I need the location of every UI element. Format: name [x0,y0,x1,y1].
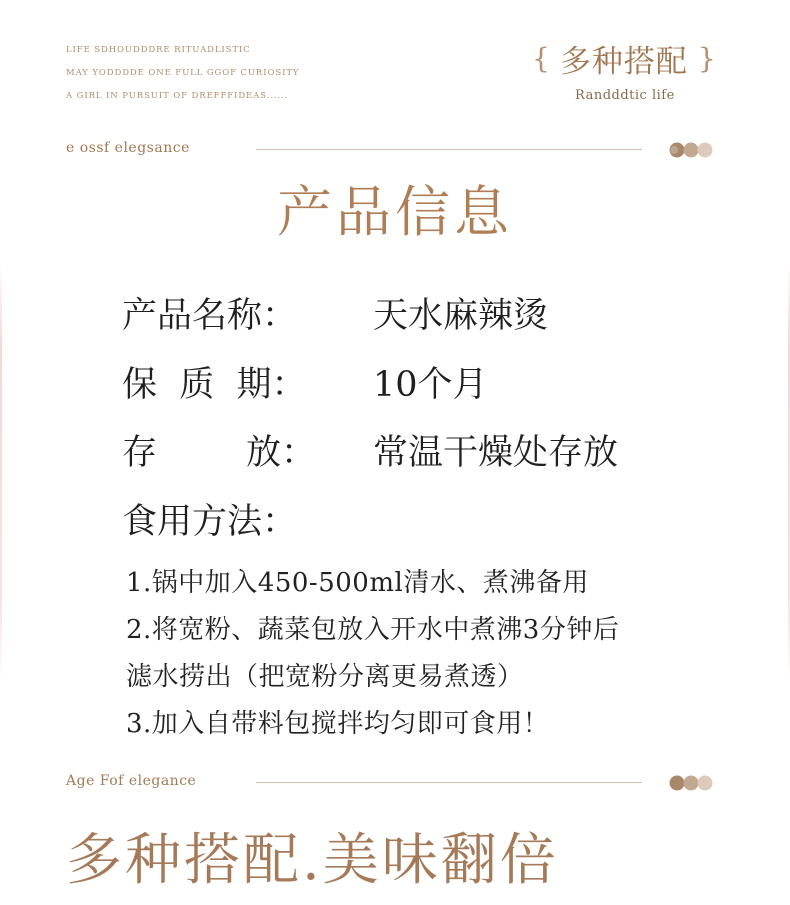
tagline-2: MAY YODDDDE ONE FULL GGOF CURIOSITY [66,68,300,78]
divider-bottom-line [256,782,642,783]
right-brace: } [697,42,716,75]
brace-subtitle: Randddtic life [575,88,675,103]
info-storage-value: 常温干燥处存放 [373,433,619,473]
info-name-value: 天水麻辣烫 [373,296,549,336]
step-1: 1.锅中加入450-500ml清水、煮沸备用 [126,568,589,598]
divider-bottom-label: Age Fof elegance [66,773,197,789]
method-heading: 食用方法： [122,502,298,542]
brace-heading-text: 多种搭配 [559,44,688,80]
left-accent-line [0,262,2,682]
bottom-slogan: 多种搭配.美味翻倍 [66,828,559,893]
step-2-continued: 滤水捞出（把宽粉分离更易煮透） [126,662,524,692]
divider-top-label: e ossf elegsance [66,140,190,156]
info-shelf-value: 10个月 [373,365,488,405]
triple-dot-ornament [668,141,722,159]
tagline-1: LIFE SDHOUDDDRE RITUADLISTIC [66,45,251,55]
brace-heading [532,36,732,81]
info-storage-key: 存 放： [122,433,317,473]
info-name-key: 产品名称： [122,296,298,336]
info-shelf-key: 保 质 期： [122,365,307,405]
left-brace: { [532,42,550,75]
divider-bottom [0,771,790,795]
divider-top-line [256,149,642,150]
main-title: 产品信息 [276,180,513,244]
step-3: 3.加入自带料包搅拌均匀即可食用！ [126,709,550,739]
steps-list [126,560,619,748]
triple-dot-ornament [668,774,722,792]
step-2: 2.将宽粉、蔬菜包放入开水中煮沸3分钟后 [126,615,620,645]
divider-top [0,138,790,162]
tagline-3: A GIRL IN PURSUIT OF DREFFFIDEAS...... [66,91,289,101]
